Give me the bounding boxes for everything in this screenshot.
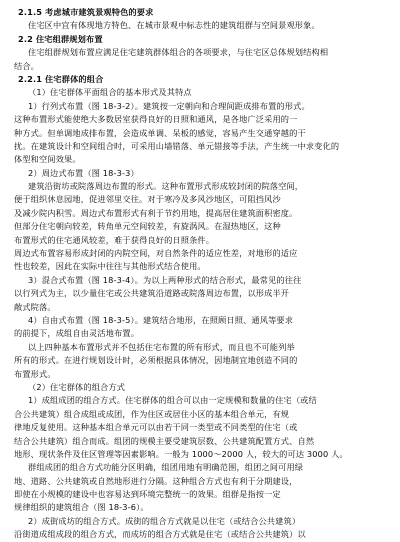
section-heading: 2.1.5 考虑城市建筑景观特色的要求 [18, 7, 154, 17]
section-heading: 2.2 住宅组群规划布置 [18, 33, 103, 44]
text-line: 扰。在建筑设计和空间组合时，可采用山墙错落、单元错接等手法，产生统一中求变化的 [14, 140, 340, 151]
text-line: 1）行列式布置（图 18-3-2）。建筑按一定朝向和合理间距成排布置的形式。 [28, 100, 310, 111]
text-line: 布置形式的住宅通风较差，难于获得良好的日照条件。 [14, 234, 215, 245]
text-line: 律地反复使用。这种基本组合单元可以由若干同一类型或不同类型的住宅（或 [14, 422, 298, 433]
text-line: 4）自由式布置（图 18-3-5）。建筑结合地形，在照顾日照、通风等要求 [28, 314, 294, 325]
text-line: 所有的形式。在进行规划设计时，必须根据具体情况，因地制宜地创造不同的 [14, 355, 298, 366]
text-line: 这种布置形式能使绝大多数居室获得良好的日照和通风，是各地广泛采用的一 [14, 114, 298, 125]
text-line: 结合公共建筑）组合而成。组团的规模主要受建筑层数、公共建筑配置方式、自然 [14, 435, 315, 446]
text-line: 但部分住宅朝向较差，转角单元空间较差，有旋涡风。在湿热地区，这种 [14, 221, 281, 232]
text-line: 规律组织的建筑组合（图 18-3-6）。 [14, 502, 149, 513]
text-line: 以上四种基本布置形式并不包括住宅布置的所有形式，而且也不可能列举 [28, 341, 295, 352]
text-line: （2）住宅群体的组合方式 [28, 381, 126, 392]
text-line: 住宅组群规划布置应满足住宅建筑群体组合的各项要求，与住宅区总体规划结构相 [28, 47, 329, 58]
section-heading: 2.2.1 住宅群体的组合 [18, 73, 104, 84]
text-line: 地、道路、公共建筑或自然地形进行分隔。这种组合方式也有利于分期建设， [14, 475, 298, 486]
text-line: 1）成组成团的组合方式。住宅群体的组合可以由一定规模和数量的住宅（或结 [28, 395, 317, 406]
text-line: 周边式布置容易形成封闭的内院空间，对自然条件的适应性差，对地形的适应 [14, 248, 298, 259]
text-line: 性也较差，因此在实际中往往与其他形式结合使用。 [14, 261, 206, 272]
text-line: 结合。 [14, 60, 40, 71]
text-line: 种方式。但单调地成排布置，会造成单调、呆板的感觉，容易产生交通穿越的干 [14, 127, 306, 138]
text-line: 体型和空间效果。 [14, 154, 81, 165]
text-line: 布置形式。 [14, 368, 56, 379]
text-line: 即使在小规模的建设中也容易达到环境完整统一的效果。组群是指按一定 [14, 489, 281, 500]
text-line: 敞式院落。 [14, 301, 56, 312]
document-body [14, 6, 386, 542]
text-line: 住宅区中宜有体现地方特色、在城市景观中标志性的建筑组群与空间景观形象。 [28, 20, 320, 31]
text-line: 及减少院内积雪。周边式布置形式有利于节约用地，提高居住建筑面积密度。 [14, 207, 298, 218]
text-line: 3）混合式布置（图 18-3-4）。为以上两种形式的结合形式，最常见的往往 [28, 274, 302, 285]
text-line: （1）住宅群体平面组合的基本形式及其特点 [28, 87, 192, 98]
text-line: 的前提下，成组自由灵活地布置。 [14, 328, 140, 339]
text-line: 以行列式为主，以少量住宅或公共建筑沿道路或院落周边布置，以形成半开 [14, 288, 290, 299]
text-line: 建筑沿街坊或院落周边布置的形式。这种布置形式形成较封闭的院落空间， [28, 181, 304, 192]
text-line: 地形、现状条件及住区管理等因素影响。一般为 1000～2000 人，较大的可达 3000 人。 [14, 448, 348, 459]
text-line: 沿街道成组成段的组合方式，而成坊的组合方式就是住宅（或结合公共建筑）以 [14, 529, 306, 540]
text-line: 2）周边式布置（图 18-3-3） [28, 167, 139, 178]
text-line: 2）成街成坊的组合方式。成街的组合方式就是以住宅（或结合公共建筑） [28, 515, 301, 526]
text-line: 便于组织休息园地，促进邻里交往。对于寒冷及多风沙地区，可阻挡风沙 [14, 194, 281, 205]
text-line: 群组成团的组合方式功能分区明确，组团用地有明确范围，组团之间可用绿 [28, 462, 304, 473]
text-line: 合公共建筑）组合成组或成团，作为住区或居住小区的基本组合单元，有规 [14, 408, 290, 419]
